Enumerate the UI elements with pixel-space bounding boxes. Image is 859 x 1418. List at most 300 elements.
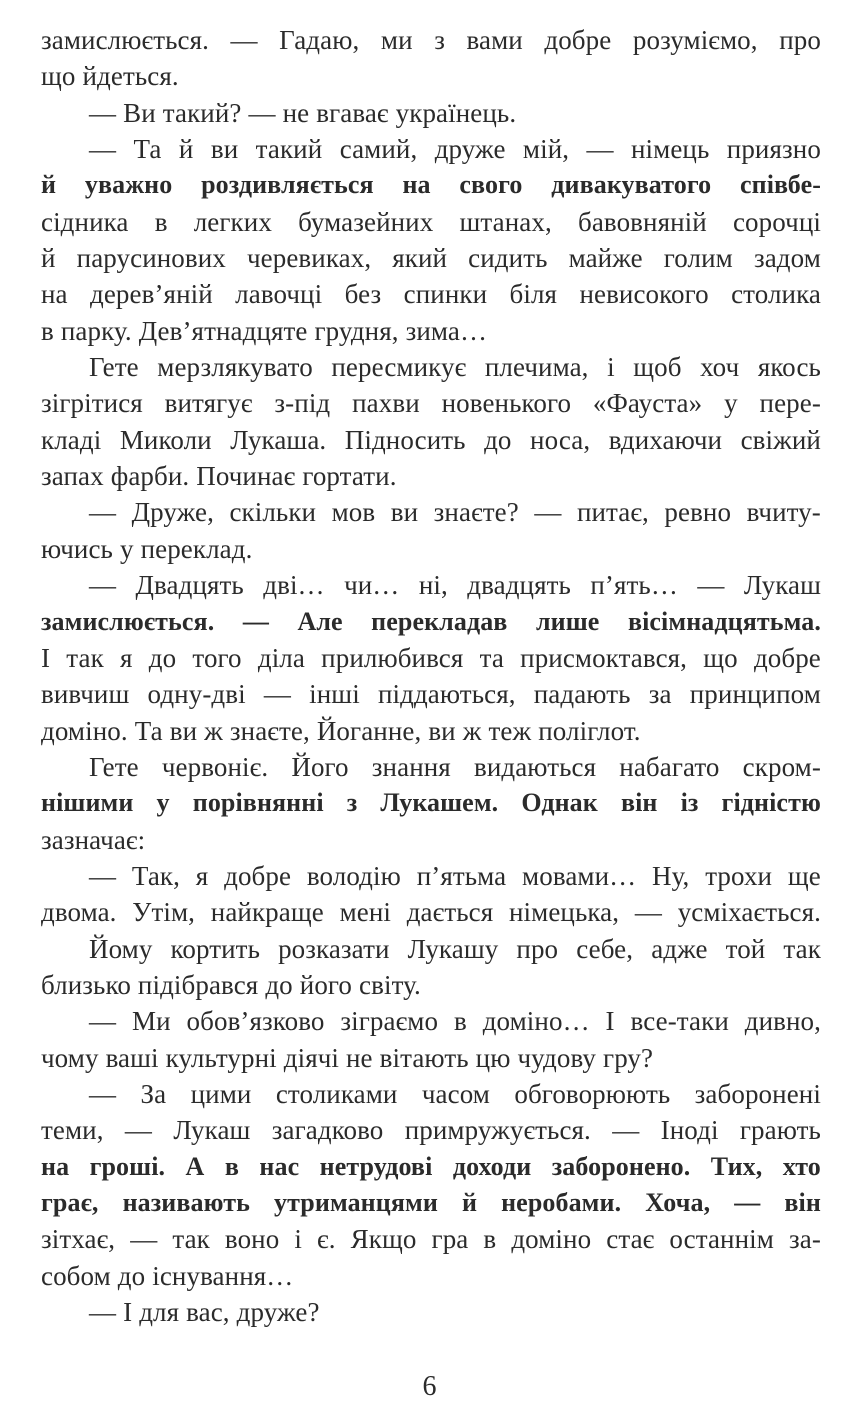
word: скром- <box>742 751 821 782</box>
word: п’ятьма <box>416 860 507 891</box>
word: Ви <box>123 97 156 128</box>
word: штанах, <box>459 206 552 237</box>
text-line <box>41 131 821 167</box>
word: зазначає: <box>41 824 146 855</box>
word: Однак <box>521 788 598 818</box>
word: називають <box>122 1188 250 1217</box>
text-line <box>41 676 821 712</box>
word: німець <box>631 134 710 165</box>
word: Друже, <box>131 497 214 528</box>
word: неробами. <box>501 1188 622 1217</box>
word: — <box>89 860 117 891</box>
word: Так, <box>131 860 180 891</box>
word: дві… <box>263 570 325 601</box>
word: — <box>248 97 276 128</box>
word: І <box>41 642 51 673</box>
word: з <box>434 25 445 55</box>
word: в <box>41 315 54 346</box>
word: світу. <box>359 969 421 1000</box>
word: того <box>192 642 242 673</box>
word: столиками <box>275 1078 398 1109</box>
text-line <box>41 931 821 967</box>
word: — <box>130 1224 158 1255</box>
word: й <box>461 1188 478 1217</box>
word: ми <box>380 25 413 55</box>
word: запах <box>41 461 104 492</box>
word: в <box>483 1224 497 1255</box>
word: німецька, <box>508 897 620 928</box>
word: — <box>89 97 117 128</box>
word: його <box>299 969 353 1000</box>
word: Утім, <box>132 897 196 928</box>
word: задом <box>753 243 821 274</box>
word: роздивляється <box>201 170 374 200</box>
word: фарби. <box>110 461 190 492</box>
word: спинки <box>403 279 488 310</box>
word: пере- <box>759 388 821 419</box>
word: собом <box>41 1260 111 1291</box>
word: столика <box>731 279 821 310</box>
word: знання <box>371 751 451 782</box>
word: чому <box>41 1042 99 1073</box>
word: сідника <box>41 206 129 237</box>
word: біля <box>509 279 558 310</box>
text-line <box>41 1076 821 1112</box>
word: культурні <box>165 1042 277 1073</box>
word: що <box>703 642 738 673</box>
word: питає, <box>576 497 649 528</box>
word: Йому <box>89 933 153 964</box>
word: є. <box>317 1224 336 1255</box>
word: найкраще <box>210 897 324 928</box>
word: добре <box>544 25 612 55</box>
word: нішими <box>41 788 134 818</box>
text-line <box>41 531 821 567</box>
word: мені <box>339 897 391 928</box>
word: замислюється. <box>41 25 209 55</box>
word: гроші. <box>89 1151 166 1181</box>
text-line <box>41 22 821 58</box>
word: двадцять <box>467 570 571 601</box>
word: І <box>123 1297 133 1328</box>
word: Йоганне, <box>316 715 422 746</box>
word: гра <box>431 1224 469 1255</box>
word: парку. <box>60 315 132 346</box>
word: лише <box>535 606 600 636</box>
word: діла <box>257 642 305 673</box>
word: дерев’яній <box>90 279 213 310</box>
text-line <box>41 567 821 603</box>
word: доміно. <box>41 715 128 746</box>
word: голим <box>663 243 733 274</box>
word: знаєте, <box>229 715 310 746</box>
word: витягує <box>164 388 253 419</box>
word: й <box>178 134 194 165</box>
word: про <box>516 933 559 964</box>
word: Гете <box>89 751 139 782</box>
word: не <box>282 97 310 128</box>
text-line <box>41 494 821 530</box>
word: загадково <box>271 1115 384 1146</box>
text-line <box>41 58 821 94</box>
word: так <box>66 642 104 673</box>
word: адже <box>651 933 708 964</box>
word: на <box>41 1151 70 1181</box>
text-line <box>41 1149 821 1185</box>
word: дивакуватого <box>551 170 712 200</box>
text-line <box>41 385 821 421</box>
word: — <box>89 1297 117 1328</box>
word: черевиках, <box>246 243 372 274</box>
word: Лукаш <box>173 1115 251 1146</box>
word: хто <box>782 1151 821 1181</box>
word: вивчиш <box>41 679 130 710</box>
text-line <box>41 785 821 821</box>
word: — <box>586 134 614 165</box>
text-line <box>41 1040 821 1076</box>
word: і <box>607 352 615 383</box>
word: Гете <box>89 352 139 383</box>
word: мовами… <box>522 860 637 891</box>
word: йдеться. <box>82 61 179 92</box>
word: бавовняній <box>577 206 707 237</box>
word: такий? <box>162 97 242 128</box>
word: ви <box>169 715 198 746</box>
text-line <box>41 822 821 858</box>
word: вчиту- <box>746 497 821 528</box>
text-line <box>41 749 821 785</box>
word: — <box>89 1006 117 1037</box>
word: переклад. <box>140 533 253 564</box>
word: добре <box>224 860 292 891</box>
word: знаєте? <box>433 497 519 528</box>
word: п’ять… <box>590 570 678 601</box>
word: дається <box>406 897 494 928</box>
word: за <box>648 679 672 710</box>
word: з-під <box>274 388 331 419</box>
word: якось <box>757 352 821 383</box>
word: лавочці <box>235 279 323 310</box>
word: все-таки <box>630 1006 729 1037</box>
word: поліглот. <box>538 715 641 746</box>
word: — <box>534 497 562 528</box>
word: грудня, <box>314 315 399 346</box>
word: так <box>783 933 821 964</box>
body-text <box>41 22 821 1330</box>
text-line <box>41 240 821 276</box>
text-line <box>41 276 821 312</box>
text-line <box>41 604 821 640</box>
word: ж <box>204 715 223 746</box>
word: — <box>89 134 117 165</box>
word: на <box>402 170 431 200</box>
word: Тих, <box>710 1151 763 1181</box>
word: у <box>724 388 738 419</box>
word: майже <box>568 243 643 274</box>
word: про <box>779 25 821 55</box>
word: мов <box>331 497 376 528</box>
text-line <box>41 858 821 894</box>
word: Лукаш <box>743 570 821 601</box>
word: — <box>734 1188 761 1217</box>
word: мерзлякувато <box>157 352 313 383</box>
word: — <box>230 25 258 55</box>
word: Лукаша. <box>230 424 327 455</box>
word: Миколи <box>119 424 212 455</box>
text-line <box>41 1258 821 1294</box>
word: Іноді <box>660 1115 719 1146</box>
word: за- <box>789 1224 821 1255</box>
word: цими <box>190 1078 252 1109</box>
word: усміхається. <box>677 897 821 928</box>
word: легких <box>193 206 272 237</box>
word: «Фауста» <box>592 388 703 419</box>
word: діячі <box>283 1042 339 1073</box>
text-line <box>41 640 821 676</box>
word: без <box>344 279 382 310</box>
word: гідністю <box>721 788 821 818</box>
text-line <box>41 713 821 749</box>
word: той <box>725 933 766 964</box>
word: зігрітися <box>41 388 143 419</box>
word: носа, <box>530 424 591 455</box>
word: свіжий <box>740 424 821 455</box>
word: набагато <box>619 751 720 782</box>
word: він <box>620 788 658 818</box>
word: скільки <box>229 497 317 528</box>
word: теми, <box>41 1115 104 1146</box>
word: обговорюють <box>514 1078 671 1109</box>
word: Хоча, <box>645 1188 711 1217</box>
word: сидить <box>468 243 548 274</box>
word: воно <box>224 1224 280 1255</box>
word: А <box>185 1151 205 1181</box>
word: ще <box>787 860 821 891</box>
word: обов’язково <box>186 1006 325 1037</box>
word: Якщо <box>350 1224 417 1255</box>
word: утриманцями <box>274 1188 438 1217</box>
word: він <box>784 1188 821 1217</box>
word: до <box>484 424 512 455</box>
word: Дев’ятнадцяте <box>138 315 308 346</box>
word: в <box>154 206 168 237</box>
text-line <box>41 95 821 131</box>
word: піддаються, <box>377 679 516 710</box>
word: присмоктався, <box>520 642 688 673</box>
word: заборонені <box>694 1078 821 1109</box>
text-line <box>41 967 821 1003</box>
word: І <box>605 1006 615 1037</box>
word: Але <box>297 606 343 636</box>
word: вітають <box>379 1042 469 1073</box>
word: українець. <box>395 97 517 128</box>
word: вдихаючи <box>608 424 723 455</box>
text-line <box>41 894 821 930</box>
text-line <box>41 204 821 240</box>
text-line <box>41 167 821 203</box>
word: в <box>453 1006 467 1037</box>
word: пахви <box>352 388 420 419</box>
word: Підносить <box>344 424 466 455</box>
word: двома. <box>41 897 117 928</box>
text-line <box>41 458 821 494</box>
word: ваші <box>105 1042 159 1073</box>
word: у <box>156 788 170 818</box>
word: друже <box>434 134 506 165</box>
word: себе, <box>576 933 634 964</box>
text-line <box>41 1112 821 1148</box>
word: ючись <box>41 533 113 564</box>
text-line <box>41 313 821 349</box>
word: у <box>119 533 134 564</box>
word: для <box>139 1297 180 1328</box>
word: одну-дві <box>147 679 246 710</box>
word: добре <box>753 642 821 673</box>
word: Починає <box>196 461 296 492</box>
word: доміно <box>511 1224 592 1255</box>
word: примружується. <box>404 1115 591 1146</box>
word: нетрудові <box>319 1151 433 1181</box>
word: ви <box>428 715 456 746</box>
word: ні, <box>418 570 448 601</box>
word: й <box>41 170 57 200</box>
word: вгаває <box>316 97 389 128</box>
word: ревно <box>664 497 732 528</box>
word: я <box>195 860 209 891</box>
word: Його <box>291 751 349 782</box>
word: на <box>41 279 68 310</box>
word: порівнянні <box>192 788 324 818</box>
word: вами <box>466 25 523 55</box>
word: плечима, <box>484 352 589 383</box>
word: прилюбився <box>321 642 464 673</box>
word: падають <box>533 679 631 710</box>
word: так <box>172 1224 210 1255</box>
word: та <box>479 642 504 673</box>
word: перекладав <box>371 606 508 636</box>
text-line <box>41 1221 821 1257</box>
text-line <box>41 1294 821 1330</box>
word: часом <box>421 1078 490 1109</box>
word: стає <box>606 1224 655 1255</box>
word: — <box>89 497 117 528</box>
word: — <box>697 570 725 601</box>
word: такий <box>255 134 323 165</box>
word: ви <box>390 497 419 528</box>
word: сорочці <box>732 206 821 237</box>
word: дивно, <box>744 1006 821 1037</box>
word: — <box>89 1078 117 1109</box>
word: червоніє. <box>161 751 269 782</box>
word: розуміємо, <box>632 25 758 55</box>
word: невисокого <box>579 279 709 310</box>
word: заборонено. <box>551 1151 691 1181</box>
page-number: 6 <box>422 1371 437 1402</box>
word: Двадцять <box>135 570 244 601</box>
word: — <box>634 897 662 928</box>
word: грають <box>739 1115 821 1146</box>
word: з <box>346 788 358 818</box>
word: видаються <box>473 751 597 782</box>
word: зітхає, <box>41 1224 116 1255</box>
text-line <box>41 349 821 385</box>
word: самий, <box>339 134 418 165</box>
word: щоб <box>633 352 682 383</box>
word: — <box>242 606 269 636</box>
word: й <box>41 243 56 274</box>
word: до <box>117 1260 146 1291</box>
word: ви <box>210 134 239 165</box>
text-line <box>41 1003 821 1039</box>
word: в <box>224 1151 239 1181</box>
word: який <box>392 243 448 274</box>
word: Та <box>133 134 162 165</box>
word: бумазейних <box>298 206 434 237</box>
text-line <box>41 422 821 458</box>
word: до <box>265 969 293 1000</box>
word: теж <box>488 715 532 746</box>
word: вісімнадцятьма. <box>627 606 821 636</box>
word: Ми <box>131 1006 171 1037</box>
word: і <box>294 1224 302 1255</box>
word: принципом <box>689 679 821 710</box>
word: мій, <box>522 134 570 165</box>
word: останнім <box>669 1224 774 1255</box>
word: цю <box>475 1042 511 1073</box>
word: я <box>120 642 133 673</box>
word: що <box>41 61 76 92</box>
word: — <box>263 679 291 710</box>
word: доходи <box>452 1151 532 1181</box>
word: близько <box>41 969 131 1000</box>
word: гортати. <box>302 461 397 492</box>
word: Ну, <box>652 860 690 891</box>
word: володію <box>306 860 401 891</box>
text-line <box>41 1185 821 1221</box>
word: гру? <box>603 1042 654 1073</box>
word: чи… <box>344 570 400 601</box>
word: кортить <box>170 933 260 964</box>
word: трохи <box>705 860 773 891</box>
word: чудову <box>517 1042 597 1073</box>
word: новенького <box>441 388 572 419</box>
word: кладі <box>41 424 102 455</box>
word: уважно <box>84 170 173 200</box>
word: розказати <box>278 933 390 964</box>
word: грає, <box>41 1188 99 1217</box>
word: парусинових <box>76 243 226 274</box>
word: друже? <box>236 1297 320 1328</box>
word: підібрався <box>137 969 259 1000</box>
word: зіграємо <box>340 1006 439 1037</box>
word: до <box>148 642 177 673</box>
word: замислюється. <box>41 606 215 636</box>
word: існування… <box>152 1260 294 1291</box>
word: — <box>89 570 117 601</box>
word: не <box>346 1042 373 1073</box>
word: нас <box>259 1151 300 1181</box>
word: доміно… <box>482 1006 590 1037</box>
word: приязно <box>726 134 821 165</box>
word: співбе- <box>739 170 821 200</box>
word: — <box>124 1115 152 1146</box>
word: Лукашем. <box>380 788 499 818</box>
word: інші <box>309 679 360 710</box>
word: пересмикує <box>331 352 467 383</box>
word: За <box>140 1078 167 1109</box>
word: зима… <box>405 315 488 346</box>
word: ж <box>462 715 482 746</box>
